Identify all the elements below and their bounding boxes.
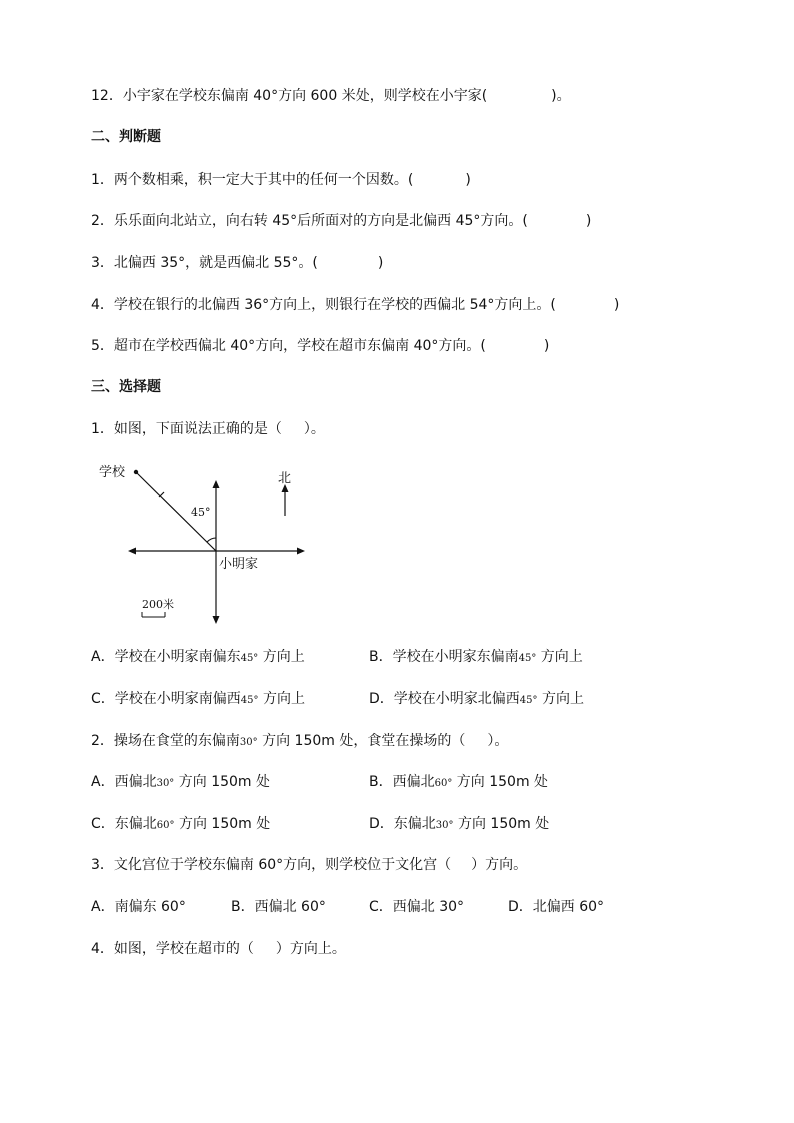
school-point <box>134 470 138 474</box>
choice-1-stem: 1．如图，下面说法正确的是（ ）。 <box>91 421 325 437</box>
choice-2-option-d[interactable]: D．东偏北30° 方向 150m 处 <box>369 816 550 832</box>
choice-3-option-a[interactable]: A．南偏东 60° <box>91 899 186 915</box>
choice-1-option-c[interactable]: C．学校在小明家南偏西45° 方向上 <box>91 691 305 707</box>
choice-2-option-a[interactable]: A．西偏北30° 方向 150m 处 <box>91 774 271 790</box>
section-judge-title: 二、判断题 <box>91 129 161 145</box>
choice-4-stem: 4．如图，学校在超市的（ ）方向上。 <box>91 941 346 957</box>
judge-item-2: 2．乐乐面向北站立，向右转 45°后所面对的方向是北偏西 45°方向。( ) <box>91 213 592 229</box>
choice-2-stem: 2．操场在食堂的东偏南30° 方向 150m 处，食堂在操场的（ ）。 <box>91 733 509 749</box>
angle-label: 45° <box>191 506 211 519</box>
choice-3-option-d[interactable]: D．北偏西 60° <box>508 899 605 915</box>
judge-item-3: 3．北偏西 35°，就是西偏北 55°。( ) <box>91 255 384 271</box>
school-label: 学校 <box>99 465 126 480</box>
direction-diagram <box>95 458 315 628</box>
choice-2-option-c[interactable]: C．东偏北60° 方向 150m 处 <box>91 816 271 832</box>
choice-1-option-a[interactable]: A．学校在小明家南偏东45° 方向上 <box>91 649 305 665</box>
question-12: 12．小宇家在学校东偏南 40°方向 600 米处，则学校在小宇家( )。 <box>91 88 571 104</box>
choice-3-stem: 3．文化宫位于学校东偏南 60°方向，则学校位于文化宫（ ）方向。 <box>91 857 528 873</box>
choice-1-option-b[interactable]: B．学校在小明家东偏南45° 方向上 <box>369 649 583 665</box>
choice-3-option-c[interactable]: C．西偏北 30° <box>369 899 465 915</box>
judge-item-1: 1．两个数相乘，积一定大于其中的任何一个因数。( ) <box>91 172 471 188</box>
question-12-text: 12．小宇家在学校东偏南 40°方向 600 米处，则学校在小宇家( <box>91 88 488 104</box>
scale-label: 200米 <box>142 598 174 611</box>
home-label: 小明家 <box>219 557 259 572</box>
choice-1-option-d[interactable]: D．学校在小明家北偏西45° 方向上 <box>369 691 584 707</box>
north-label: 北 <box>278 471 292 486</box>
choice-3-option-b[interactable]: B．西偏北 60° <box>231 899 326 915</box>
judge-item-4: 4．学校在银行的北偏西 36°方向上，则银行在学校的西偏北 54°方向上。( ) <box>91 297 620 313</box>
choice-2-option-b[interactable]: B．西偏北60° 方向 150m 处 <box>369 774 549 790</box>
judge-item-5: 5．超市在学校西偏北 40°方向，学校在超市东偏南 40°方向。( ) <box>91 338 550 354</box>
section-choice-title: 三、选择题 <box>91 379 161 395</box>
